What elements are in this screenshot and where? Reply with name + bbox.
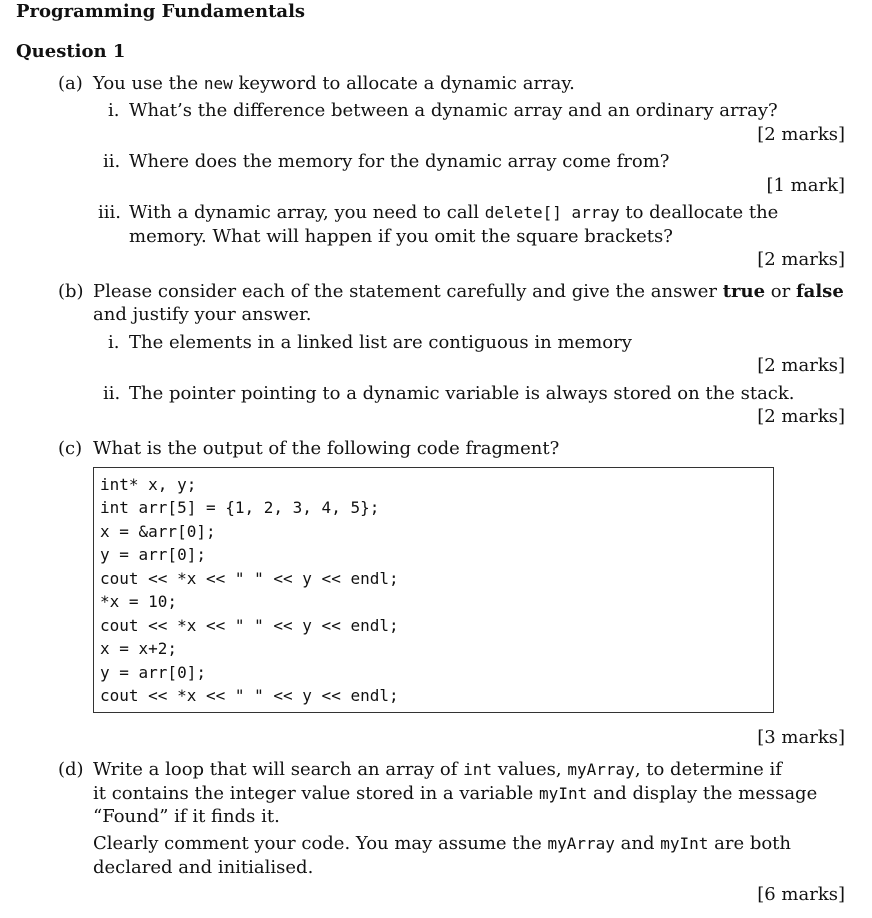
part-d-line4-c: are both <box>708 833 792 854</box>
part-a-i-label: i. <box>108 100 120 121</box>
part-d-line1 <box>93 761 782 779</box>
part-a-iii-line2: memory. What will happen if you omit the square brackets? <box>129 226 673 247</box>
part-d-line4-code-myint: myInt <box>660 834 709 853</box>
code-line-10: cout << *x << " " << y << endl; <box>100 686 399 705</box>
code-line-2: int arr[5] = {1, 2, 3, 4, 5}; <box>100 498 380 517</box>
part-b-or-word: or <box>765 281 796 302</box>
code-line-9: y = arr[0]; <box>100 663 206 682</box>
code-line-7: cout << *x << " " << y << endl; <box>100 616 399 635</box>
part-b-ii-label: ii. <box>103 383 121 404</box>
part-c-marks: [3 marks] <box>757 727 845 748</box>
part-d-line3: “Found” if it finds it. <box>93 806 280 827</box>
part-a-iii-after: to deallocate the <box>619 202 779 223</box>
part-d-line4-b: and <box>614 833 661 854</box>
part-d-label: (d) <box>58 759 84 780</box>
code-line-3: x = &arr[0]; <box>100 522 216 541</box>
part-b-line2: and justify your answer. <box>93 304 312 325</box>
part-a-iii-line1 <box>129 204 778 222</box>
part-c-label: (c) <box>58 438 83 459</box>
part-b-i-text: The elements in a linked list are contiguous in memory <box>129 332 632 353</box>
part-a-iii-label: iii. <box>98 202 121 223</box>
part-a-iii-before: With a dynamic array, you need to call <box>129 202 485 223</box>
part-d-line4-a: Clearly comment your code. You may assume the <box>93 833 548 854</box>
part-d-line1-c: , to determine if <box>634 759 782 780</box>
part-a-iii-marks: [2 marks] <box>757 249 845 270</box>
part-d-line2-a: it contains the integer value stored in a variable <box>93 783 540 804</box>
part-a-label: (a) <box>58 73 83 94</box>
code-line-1: int* x, y; <box>100 475 197 494</box>
part-a-i-marks: [2 marks] <box>757 124 845 145</box>
part-b-i-label: i. <box>108 332 120 353</box>
part-c-text: What is the output of the following code fragment? <box>93 438 560 459</box>
question-heading: Question 1 <box>16 41 126 62</box>
part-a-text <box>93 75 575 93</box>
part-d-line5: declared and initialised. <box>93 857 314 878</box>
part-d-line4-code-myarray: myArray <box>547 834 615 853</box>
part-a-i-text: What’s the difference between a dynamic array and an ordinary array? <box>129 100 778 121</box>
document-title: Programming Fundamentals <box>16 1 306 22</box>
part-d-marks: [6 marks] <box>757 884 845 905</box>
part-a-ii-text: Where does the memory for the dynamic array come from? <box>129 151 670 172</box>
part-b-ii-marks: [2 marks] <box>757 406 845 427</box>
code-line-4: y = arr[0]; <box>100 545 206 564</box>
part-d-line1-a: Write a loop that will search an array of <box>93 759 464 780</box>
part-b-ii-text: The pointer pointing to a dynamic variable is always stored on the stack. <box>129 383 795 404</box>
part-b-line1 <box>93 283 844 301</box>
part-d-line2 <box>93 785 817 803</box>
part-b-false-word: false <box>795 281 844 302</box>
part-d-code-int: int <box>463 760 493 779</box>
part-d-code-myint: myInt <box>539 784 588 803</box>
part-a-ii-marks: [1 mark] <box>766 175 845 196</box>
code-line-6: *x = 10; <box>100 592 178 611</box>
part-d-line4 <box>93 835 791 853</box>
part-d-line1-b: values, <box>492 759 568 780</box>
part-d-code-myarray: myArray <box>567 760 635 779</box>
part-b-line1-before: Please consider each of the statement carefully and give the answer <box>93 281 723 302</box>
part-d-line2-b: and display the message <box>587 783 818 804</box>
part-a-iii-code: delete[] array <box>484 203 620 222</box>
code-fragment-box <box>93 467 774 713</box>
code-line-5: cout << *x << " " << y << endl; <box>100 569 399 588</box>
part-a-text-after: keyword to allocate a dynamic array. <box>232 73 575 94</box>
code-line-8: x = x+2; <box>100 639 178 658</box>
part-a-ii-label: ii. <box>103 151 121 172</box>
part-a-text-before: You use the <box>93 73 204 94</box>
part-a-code-new: new <box>203 74 233 93</box>
part-b-i-marks: [2 marks] <box>757 355 845 376</box>
part-b-true-word: true <box>722 281 766 302</box>
part-b-label: (b) <box>58 281 84 302</box>
